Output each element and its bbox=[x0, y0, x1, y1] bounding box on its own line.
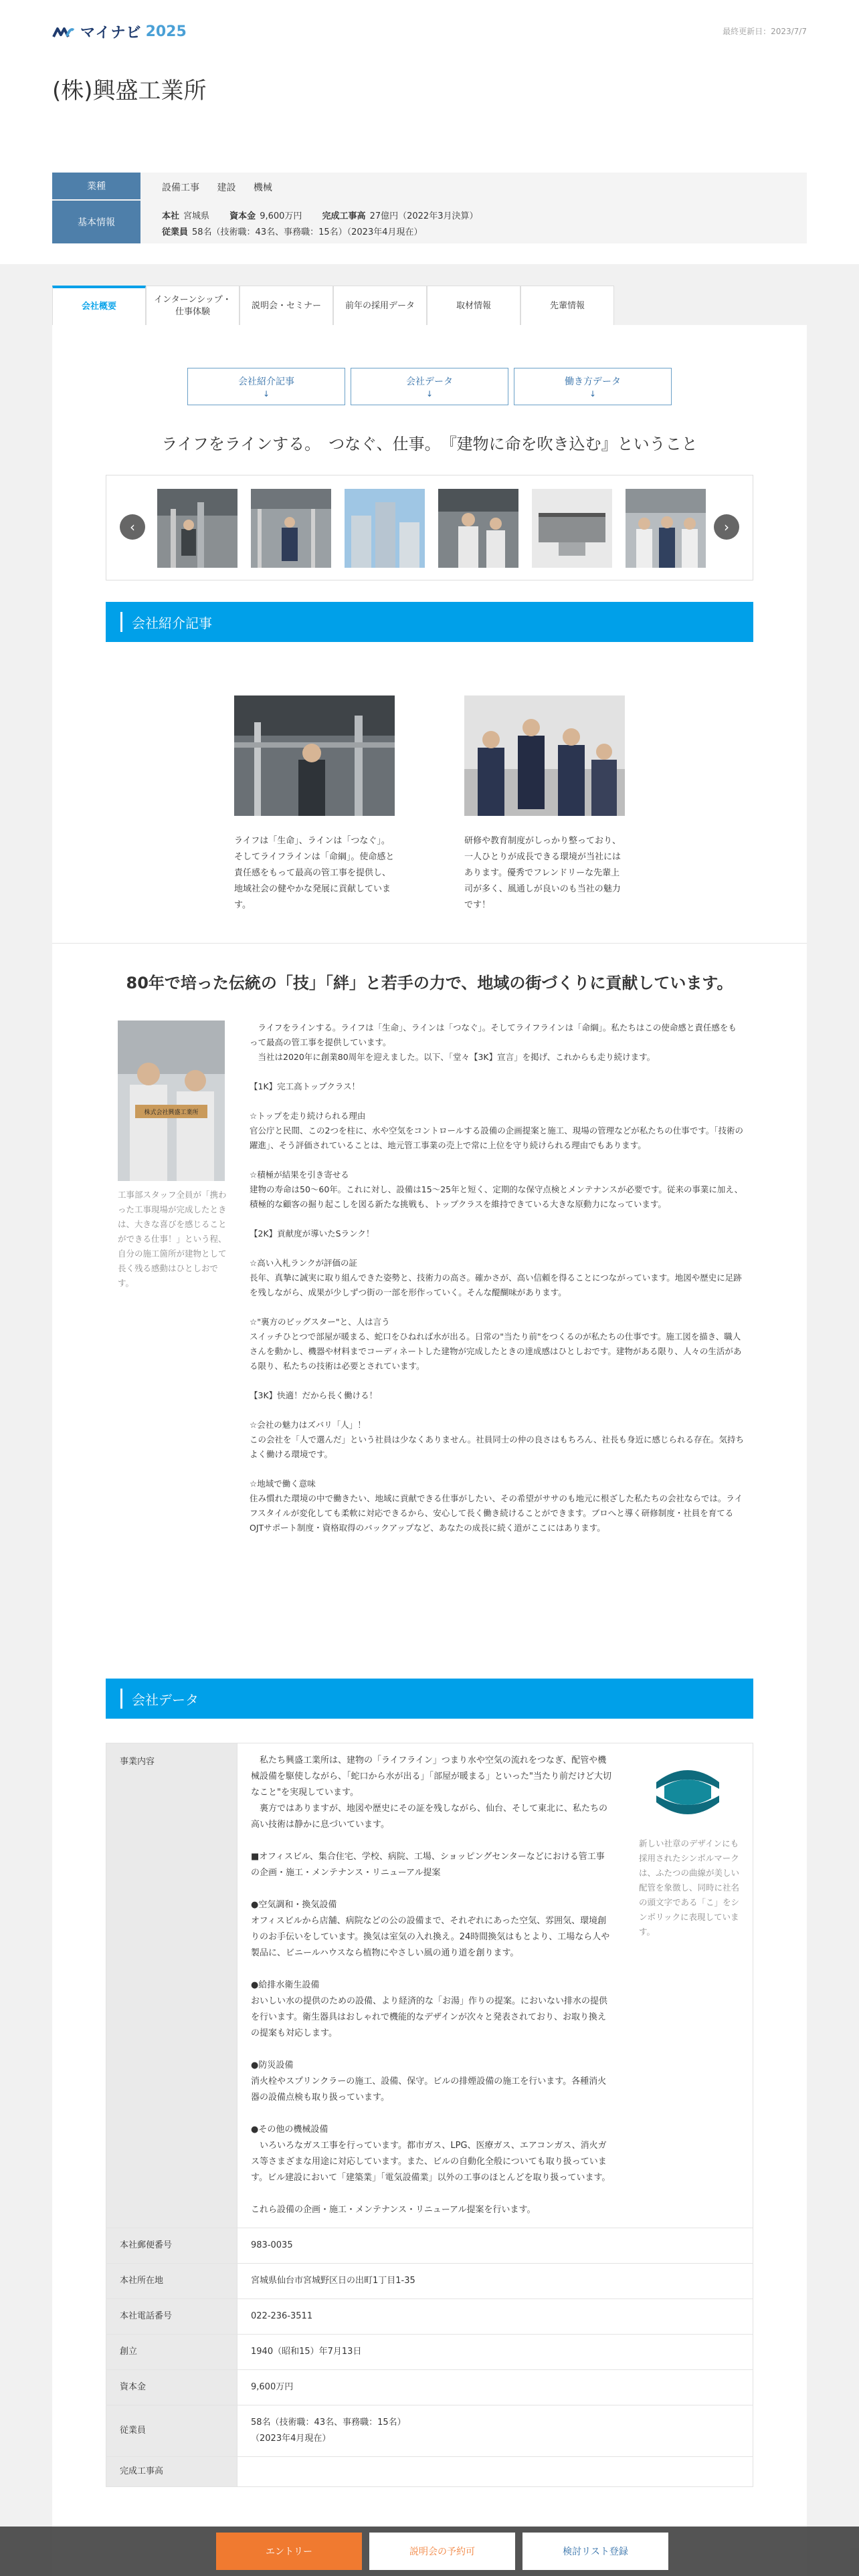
anchor-links bbox=[187, 368, 677, 405]
bottom-action-bar bbox=[0, 2527, 859, 2576]
add-to-list-button[interactable]: 検討リスト登録 bbox=[522, 2533, 668, 2570]
intro-paragraph: ☆トップを走り続けられる理由 官公庁と民間、この2つを柱に、水や空気をコントロールする設備の企画提案と施工、現場の管理などが私たちの仕事です。「技術の躍進」、そう評価されていることは、地元管工事業の売上で常に上位を守り続けられる理由でもあります。 bbox=[250, 1111, 743, 1150]
logo-caption: 新しい社章のデザインにも採用されたシンボルマークは、ふたつの曲線が美しい配管を象徴し、同時に社名の頭文字である「こ」をシンボリックに表現しています。 bbox=[639, 1838, 740, 1937]
header bbox=[0, 0, 859, 264]
article-card bbox=[234, 695, 395, 914]
basic-info-label: 基本情報 bbox=[52, 201, 140, 243]
carousel-prev-button[interactable]: ‹ bbox=[120, 514, 145, 540]
tagline: ライフをラインする。 つなぐ、仕事。 『建物に命を吹き込む』ということ bbox=[161, 435, 698, 453]
intro-heading-1k: 【1K】完工高トップクラス！ bbox=[250, 1081, 361, 1091]
business-paragraph: 私たち興盛工業所は、建物の「ライフライン」つまり水や空気の流れをつなぎ、配管や機械設備を駆使しながら、「蛇口から水が出る」「部屋が暖まる」といった"当たり前だけど大切なこと"を実現しています。 裏方ではありますが、地図や歴史にその証を残しながら、仙台、そして東北に、私たちの高い技術は静かに息づいています。 bbox=[251, 1755, 611, 1830]
business-paragraph: ■オフィスビル、集合住宅、学校、病院、工場、ショッピングセンターなどにおける管工事の企画・施工・メンテナンス・リニューアル提案 bbox=[251, 1852, 605, 1878]
main-content bbox=[52, 325, 807, 2576]
carousel-photo[interactable] bbox=[345, 489, 425, 568]
anchor-label: 働き方データ bbox=[565, 377, 621, 387]
entry-button[interactable]: エントリー bbox=[216, 2533, 362, 2570]
industry-list bbox=[162, 181, 287, 194]
photo-carousel bbox=[106, 475, 753, 580]
data-key: 本社所在地 bbox=[106, 2264, 237, 2299]
table-row bbox=[106, 2457, 753, 2487]
staff-photo[interactable] bbox=[118, 1021, 225, 1181]
data-value: 1940（昭和15）年7月13日 bbox=[237, 2335, 753, 2370]
business-paragraph: ●空気調和・換気設備 オフィスビルから店舗、病院などの公の設備まで、それぞれにあった空気、雰囲気、環境創りのお手伝いをしています。換気は室気の入れ換え。24時間換気はもとより、工場なら人や製品に、ビニールハウスなら植物にやさしい風の通り道を創ります。 bbox=[251, 1900, 610, 1958]
works-key: 完成工事高 bbox=[322, 211, 366, 221]
data-value: 022-236-3511 bbox=[237, 2299, 753, 2335]
mynavi-logo-icon bbox=[52, 25, 75, 39]
intro-paragraph: ☆地域で働く意味 住み慣れた環境の中で働きたい、地域に貢献できる仕事がしたい、その希望がササのも地元に根ざした私たちの会社ならでは。ライフスタイルが変化しても柔軟に対応できるから、安心して長く働き続けることができます。ブロへと導く研修制度・社員を育てるOJTサポート制度・資格取得のバックアップなど、あなたの成長に続く道がここにはあります。 bbox=[250, 1479, 743, 1533]
industry-item: 建設 bbox=[217, 183, 236, 193]
data-value-business bbox=[237, 1743, 753, 2228]
business-paragraph: これら設備の企画・施工・メンテナンス・リニューアル提案を行います。 bbox=[251, 2205, 536, 2215]
intro-title: 80年で培った伝統の「技」「絆」と若手の力で、地域の街づくりに貢献しています。 bbox=[126, 974, 733, 992]
article-card bbox=[464, 695, 625, 914]
arrow-down-icon: ↓ bbox=[425, 389, 434, 399]
data-value: 983-0035 bbox=[237, 2228, 753, 2264]
arrow-down-icon: ↓ bbox=[262, 389, 270, 399]
carousel-photo[interactable] bbox=[157, 489, 237, 568]
section-heading-company-data: 会社データ bbox=[106, 1679, 753, 1719]
article-text: ライフは「生命」、ラインは「つなぐ」。そしてライフラインは「命綱」。使命感と責任感をもって最高の管工事を提供し、地域社会の健やかな発展に貢献しています。 bbox=[234, 836, 395, 910]
intro-body bbox=[250, 1021, 745, 1550]
tab-seminar[interactable]: 説明会・セミナー bbox=[240, 286, 333, 326]
section-divider bbox=[52, 943, 807, 944]
intro-heading-3k: 【3K】快適！だから長く働ける！ bbox=[250, 1390, 378, 1400]
intro-paragraph: ☆積極が結果を引き寄せる 建物の寿命は50～60年。これに対し、設備は15～25年と短く、定期的な保守点検とメンテナンスが必要です。従来の事業に加え、積極的な顧客の掘り起こしを図る新たな挑戦も、トップクラスを維持できている大きな原動力になっています。 bbox=[250, 1170, 743, 1209]
data-key: 創立 bbox=[106, 2335, 237, 2370]
staff-photo-caption: 工事部スタッフ全員が「携わった工事現場が完成したときは、大きな喜びを感じることができる仕事！」という程、自分の施工箇所が建物として長く残る感動はひとしおです。 bbox=[118, 1190, 227, 1288]
tab-internship[interactable]: インターンシップ・ 仕事体験 bbox=[146, 286, 240, 326]
table-row bbox=[106, 2335, 753, 2370]
photo-signboard: 株式会社興盛工業所 bbox=[144, 1109, 199, 1116]
intro-paragraph: ☆"裏方のビッグスター"と、人は言う スイッチひとつで部屋が暖まる、蛇口をひねれば水が出る。日常の"当たり前"をつくるのが私たちの仕事です。施工図を描き、職人さんを動かし、機器や材料までコーディネートした建物が完成したときの達成感はひとしおです。建物がある限り、人々の生活がある限り、私たちの技術は必要とされています。 bbox=[250, 1317, 742, 1371]
data-value: 宮城県仙台市宮城野区日の出町1丁目1-35 bbox=[237, 2264, 753, 2299]
industry-item: 機械 bbox=[253, 183, 272, 193]
intro-paragraph: ライフをラインする。ライフは「生命」、ラインは「つなぐ」。そしてライフラインは「命綱」。私たちはこの使命感と責任感をもって最高の管工事を提供しています。 当社は2020年に創業80周年を迎えました。以下、「堂々【3K】宣言」を掲げ、これからも走り続けます。 bbox=[250, 1023, 737, 1062]
staff-value: 58名（技術職：43名、事務職：15名）（2023年4月現在） bbox=[192, 227, 423, 237]
industry-label: 業種 bbox=[52, 173, 140, 199]
brand-year: 2025 bbox=[145, 23, 187, 40]
table-row bbox=[106, 2228, 753, 2264]
anchor-workstyle-button[interactable] bbox=[514, 368, 672, 405]
brand-name: マイナビ bbox=[80, 25, 142, 41]
hq-value: 宮城県 bbox=[183, 211, 210, 221]
tab-seniors[interactable]: 先輩情報 bbox=[520, 286, 614, 326]
carousel-photo[interactable] bbox=[251, 489, 331, 568]
intro-paragraph: ☆高い入札ランクが評価の証 長年、真摯に誠実に取り組んできた姿勢と、技術力の高さ。確かさが、高い信頼を得ることにつながっています。地図や歴史に足跡を残しながら、成果が少しずつ街の一部を形作っていく。そんな醍醐味があります。 bbox=[250, 1258, 742, 1297]
carousel-photo[interactable] bbox=[438, 489, 518, 568]
company-symbol-logo bbox=[651, 1762, 725, 1822]
company-name: (株)興盛工業所 bbox=[52, 78, 207, 104]
anchor-label: 会社データ bbox=[406, 377, 453, 387]
data-key: 従業員 bbox=[106, 2405, 237, 2457]
carousel-photo[interactable] bbox=[532, 489, 612, 568]
anchor-articles-button[interactable] bbox=[187, 368, 345, 405]
data-key: 資本金 bbox=[106, 2370, 237, 2405]
page-tabs bbox=[52, 286, 614, 326]
works-value: 27億円（2022年3月決算） bbox=[369, 211, 478, 221]
business-paragraph: ●給排水衛生設備 おいしい水の提供のための設備、より経済的な「お湯」作りの提案。においない排水の提供を行います。衛生器具はおしゃれで機能的なデザインが次々と発表されており、お取り換えの提案も対応します。 bbox=[251, 1980, 608, 2038]
article-photo[interactable] bbox=[464, 695, 625, 816]
data-value bbox=[237, 2457, 753, 2487]
table-row bbox=[106, 2264, 753, 2299]
carousel-next-button[interactable]: › bbox=[714, 514, 739, 540]
data-value: 58名（技術職：43名、事務職：15名） （2023年4月現在） bbox=[237, 2405, 753, 2457]
data-key: 本社郵便番号 bbox=[106, 2228, 237, 2264]
carousel-photo[interactable] bbox=[626, 489, 706, 568]
article-photo[interactable] bbox=[234, 695, 395, 816]
seminar-reserve-button[interactable]: 説明会の予約可 bbox=[369, 2533, 515, 2570]
tab-hiring-data[interactable]: 前年の採用データ bbox=[333, 286, 427, 326]
capital-key: 資本金 bbox=[229, 211, 256, 221]
table-row bbox=[106, 2405, 753, 2457]
hq-key: 本社 bbox=[162, 211, 180, 221]
anchor-label: 会社紹介記事 bbox=[238, 377, 294, 387]
company-data-table bbox=[106, 1743, 753, 2487]
capital-value: 9,600万円 bbox=[260, 211, 302, 221]
company-summary bbox=[52, 173, 807, 243]
business-paragraph: ●その他の機械設備 いろいろなガス工事を行っています。都市ガス、LPG、医療ガス、エアコンガス、消火ガス等さまざまな用途に対応しています。また、ビルの自動化全般についても取り扱っています。ビル建設において「建築業」「電気設備業」以外の工事のほとんどを取り扱っています。 bbox=[251, 2125, 611, 2183]
mynavi-logo[interactable] bbox=[52, 21, 187, 42]
section-heading-articles: 会社紹介記事 bbox=[106, 602, 753, 642]
data-key: 本社電話番号 bbox=[106, 2299, 237, 2335]
table-row bbox=[106, 2370, 753, 2405]
tab-company-overview[interactable]: 会社概要 bbox=[52, 286, 146, 326]
table-row bbox=[106, 2299, 753, 2335]
table-row bbox=[106, 1743, 753, 2228]
arrow-down-icon: ↓ bbox=[589, 389, 597, 399]
tab-interview[interactable]: 取材情報 bbox=[427, 286, 520, 326]
last-updated: 最終更新日：2023/7/7 bbox=[723, 27, 807, 36]
intro-heading-2k: 【2K】貢献度が導いたSランク！ bbox=[250, 1228, 375, 1239]
anchor-company-data-button[interactable] bbox=[351, 368, 508, 405]
business-paragraph: ●防災設備 消火栓やスプリンクラーの施工、設備、保守。ビルの排煙設備の施工を行います。各種消火器の設備点検も取り扱っています。 bbox=[251, 2060, 607, 2103]
industry-item: 設備工事 bbox=[162, 183, 199, 193]
data-value: 9,600万円 bbox=[237, 2370, 753, 2405]
article-text: 研修や教育制度がしっかり整っており、一人ひとりが成長できる環境が当社にはあります。優秀でフレンドリーな先輩上司が多く、風通しが良いのも当社の魅力です！ bbox=[464, 836, 622, 910]
data-key: 完成工事高 bbox=[106, 2457, 237, 2487]
staff-key: 従業員 bbox=[162, 227, 189, 237]
basic-info bbox=[162, 209, 478, 241]
intro-paragraph: ☆会社の魅力はズバリ「人」！ この会社を「人で選んだ」という社員は少なくありません。社員同士の仲の良さはもちろん、社長も身近に感じられる存在。気持ちよく働ける環境です。 bbox=[250, 1420, 745, 1459]
data-key: 事業内容 bbox=[106, 1743, 237, 2228]
